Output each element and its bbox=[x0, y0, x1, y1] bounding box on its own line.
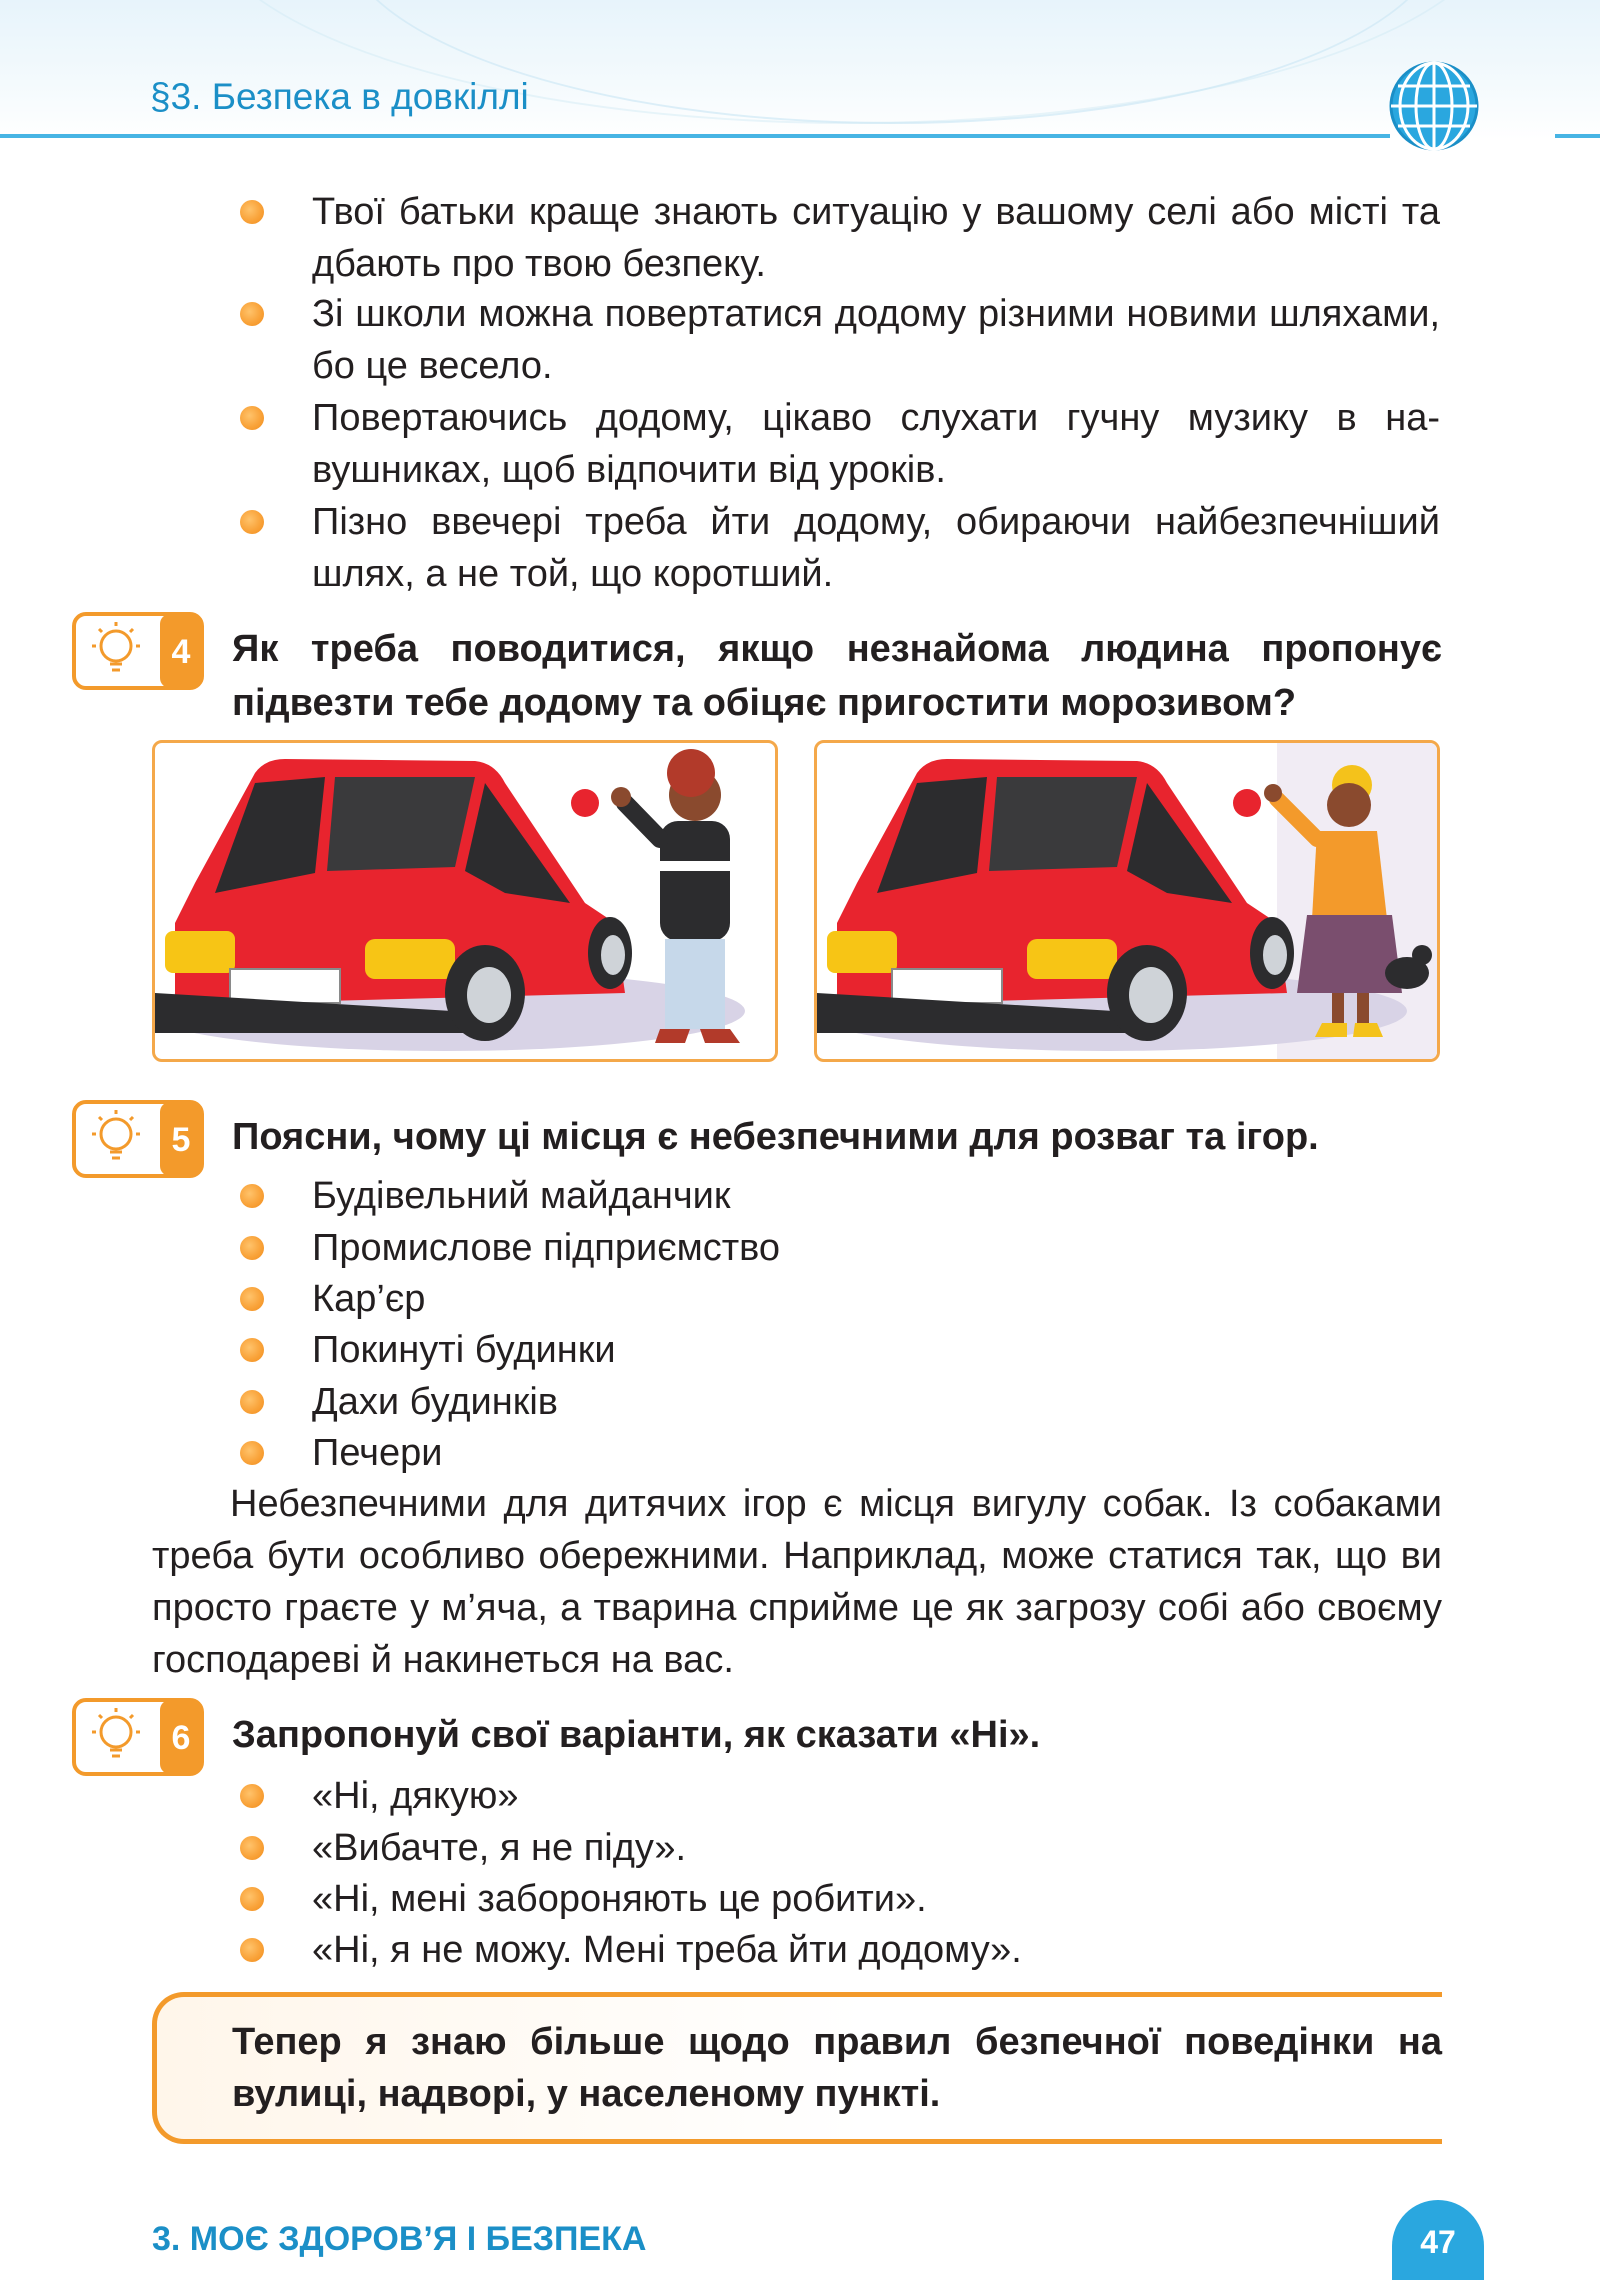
footer-chapter-title: 3. МОЄ ЗДОРОВ’Я І БЕЗПЕКА bbox=[152, 2220, 647, 2258]
list-item: Покинуті будинки bbox=[312, 1329, 616, 1371]
bullet-dot bbox=[240, 1287, 264, 1311]
header-divider bbox=[0, 134, 1390, 138]
dog-walking-paragraph bbox=[152, 1478, 1442, 1686]
bullet-dot bbox=[240, 302, 264, 326]
globe-icon bbox=[1388, 60, 1480, 152]
illustration-car-girl bbox=[814, 740, 1440, 1062]
svg-text:4: 4 bbox=[171, 633, 191, 671]
bullet-dot bbox=[240, 1784, 264, 1808]
list-item: Дахи будинків bbox=[312, 1381, 558, 1423]
task-badge-6 bbox=[72, 1698, 204, 1776]
task-6-question: Запропонуй свої варіанти, як сказати «Ні». bbox=[232, 1714, 1041, 1756]
bullet-dot bbox=[240, 1441, 264, 1465]
header-divider bbox=[1555, 134, 1600, 138]
task-5-question: Поясни, чому ці місця є небезпечними для розваг та ігор. bbox=[232, 1116, 1319, 1158]
bullet-dot bbox=[240, 200, 264, 224]
list-item: Зі школи можна повертатися додому різними новими шляхами, бо це весело. bbox=[312, 293, 1440, 387]
list-item: Повертаючись додому, цікаво слухати гучну музику в навушниках, щоб відпочити від уроків. bbox=[312, 397, 1440, 491]
list-item: «Вибачте, я не піду». bbox=[312, 1827, 687, 1869]
car-boy-image bbox=[155, 743, 775, 1059]
bullet-dot bbox=[240, 1338, 264, 1362]
bullet-dot bbox=[240, 1836, 264, 1860]
svg-text:6: 6 bbox=[171, 1719, 191, 1757]
section-title: §3. Безпека в довкіллі bbox=[150, 76, 529, 117]
list-item: Пізно ввечері треба йти додому, обираючи найбезпечніший шлях, а не той, що коротший. bbox=[312, 501, 1440, 595]
bullet-dot bbox=[240, 1236, 264, 1260]
conclusion-text: Тепер я знаю більше щодо правил безпечної поведінки на вулиці, надворі, у населеному пункті. bbox=[232, 2021, 1442, 2115]
task-4-question: Як треба поводитися, якщо незнайома людина пропонує підвезти тебе додому та обіцяє пригостити морозивом? bbox=[232, 628, 1442, 724]
bullet-dot bbox=[240, 510, 264, 534]
svg-text:5: 5 bbox=[171, 1121, 191, 1159]
car-girl-image bbox=[817, 743, 1437, 1059]
list-item: «Ні, мені забороняють це робити». bbox=[312, 1878, 927, 1920]
bullet-dot bbox=[240, 1887, 264, 1911]
list-item: «Ні, я не можу. Мені треба йти додому». bbox=[312, 1929, 1022, 1971]
bullet-dot bbox=[240, 406, 264, 430]
list-item: «Ні, дякую» bbox=[312, 1775, 519, 1817]
list-item: Промислове підприємство bbox=[312, 1227, 781, 1269]
paragraph-text: Небезпечними для дитячих ігор є місця вигулу собак. Із собаками треба бути особливо обережними. Наприклад, може статися так, що ви просто граєте у м’яча, а тварина сприйме це як загрозу собі або своєму господареві й накинеться на вас. bbox=[152, 1483, 1442, 1681]
task-badge-5 bbox=[72, 1100, 204, 1178]
list-item: Кар’єр bbox=[312, 1278, 426, 1320]
list-item: Будівельний майданчик bbox=[312, 1175, 731, 1217]
bullet-dot bbox=[240, 1184, 264, 1208]
page-number: 47 bbox=[1392, 2200, 1484, 2280]
list-item: Твої батьки краще знають ситуацію у вашому селі або місті та дбають про твою безпеку. bbox=[312, 191, 1440, 285]
task-badge-4 bbox=[72, 612, 204, 690]
list-item: Печери bbox=[312, 1432, 443, 1474]
bullet-dot bbox=[240, 1390, 264, 1414]
bullet-dot bbox=[240, 1938, 264, 1962]
illustration-car-boy bbox=[152, 740, 778, 1062]
